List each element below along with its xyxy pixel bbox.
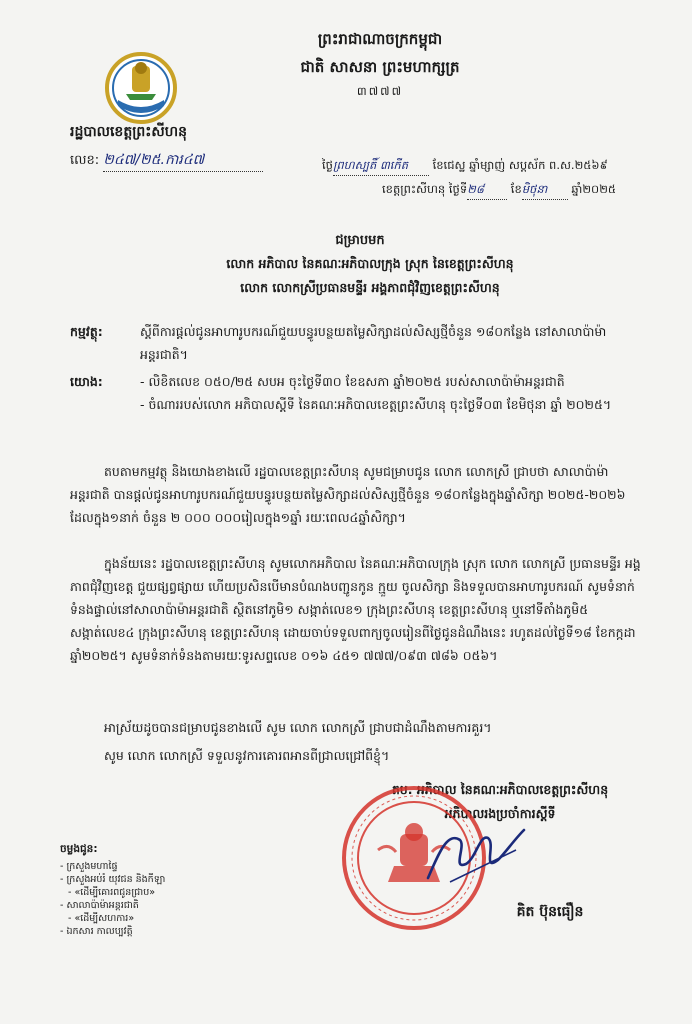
body-paragraph-3: អាស្រ័យដូចបានជម្រាបជូនខាងលើ សូម លោក លោកស្រី ជ្រាបជាដំណឹងតាមការគួរ។	[104, 720, 492, 735]
solar-date-day: ២៨	[467, 182, 507, 200]
national-motto: ជាតិ សាសនា ព្រះមហាក្សត្រ	[300, 58, 460, 76]
cc-item: - ក្រសួងអប់រំ យុវជន និងកីឡា	[60, 873, 200, 886]
solar-date-line	[382, 182, 672, 200]
subject-label: កម្មវត្ថុ:	[70, 324, 103, 339]
solar-date-month-label: ខែ	[510, 182, 522, 196]
reference-value: ២៤៧/២៥.ការ៤៧	[103, 150, 263, 172]
solar-date-month: មិថុនា	[522, 182, 568, 200]
header-ornament: ៣៧៧៧	[356, 84, 404, 98]
reference-item-2: - ចំណាររបស់លោក អភិបាលស្តីទី នៃគណៈអភិបាលខេត្តព្រះសីហនុ ចុះថ្ងៃទី០៣ ខែមិថុនា ឆ្នាំ ២០២៥។	[140, 397, 612, 412]
cc-item: - ឯកសារ កាលប្បវត្តិ	[60, 925, 200, 938]
solar-date-prefix: ខេត្តព្រះសីហនុ ថ្ងៃទី	[382, 182, 468, 196]
lunar-date-prefix: ថ្ងៃ	[322, 158, 333, 172]
sender-organization: រដ្ឋបាលខេត្តព្រះសីហនុ	[70, 124, 187, 140]
provincial-emblem-logo	[104, 50, 178, 128]
cc-item: - ក្រសួងមហាផ្ទៃ	[60, 860, 200, 873]
handwritten-signature	[420, 820, 530, 890]
reference-label: លេខ:	[70, 153, 100, 168]
lunar-date-value: ព្រហស្បតិ៍ ៣កើត	[333, 158, 429, 176]
recipients-line-1: លោក អភិបាល នៃគណៈអភិបាលក្រុង ស្រុក នៃខេត្តព្រះសីហនុ	[226, 256, 514, 271]
recipients-line-2: លោក លោកស្រីប្រធានមន្ទីរ អង្គភាពជុំវិញខេត្តព្រះសីហនុ	[240, 280, 500, 295]
recipients-title: ជម្រាបមក	[335, 233, 385, 248]
body-paragraph-1: តបតាមកម្មវត្ថុ និងយោងខាងលើ រដ្ឋបាលខេត្តព្រះសីហនុ សូមជម្រាបជូន លោក លោកស្រី ជ្រាបថា សាលាប៉ាម៉ាអន្តរជាតិ បានផ្តល់ជូនអាហារូបករណ៍ជួយបន្ធូរបន្ថយតម្លៃសិក្សាដល់សិស្សថ្មីចំនួន ១៨០កន្លែងក្នុងឆ្នាំសិក្សា ២០២៥-២០២៦ ដែលក្នុង១នាក់ ចំនួន ២ ០០០ ០០០រៀលក្នុង១ឆ្នាំ រយៈពេល៤ឆ្នាំសិក្សា។	[70, 464, 626, 525]
subject-text: ស្តីពីការផ្តល់ជូនអាហារូបករណ៍ជួយបន្ធូរបន្ថយតម្លៃសិក្សាដល់សិស្សថ្មីចំនួន ១៨០កន្លែង នៅសាលាប៉ាម៉ាអន្តរជាតិ។	[140, 324, 607, 362]
cc-item: - «ដើម្បីសហការ»	[60, 912, 200, 925]
cc-item: - សាលាប៉ាម៉ាអន្តរជាតិ	[60, 899, 200, 912]
reference-number	[70, 150, 263, 172]
signature-line-1: តប. អភិបាល នៃគណៈអភិបាលខេត្តព្រះសីហនុ	[391, 782, 609, 797]
body-paragraph-4: សូម លោក លោកស្រី ទទួលនូវការគោរពអានពីជ្រាលជ្រៅពីខ្ញុំ។	[104, 748, 390, 763]
solar-date-year: ឆ្នាំ២០២៥	[571, 182, 617, 196]
cc-item: - «ដើម្បីគោរពជូនជ្រាប»	[60, 886, 200, 899]
reference-section-label: យោង:	[70, 374, 103, 389]
kingdom-title: ព្រះរាជាណាចក្រកម្ពុជា	[317, 30, 443, 48]
lunar-date-suffix: ខែជេស្ឋ ឆ្នាំម្សាញ់ សប្តស័ក ព.ស.២៥៦៩	[432, 158, 608, 172]
body-paragraph-2: ក្នុងន័យនេះ រដ្ឋបាលខេត្តព្រះសីហនុ សូមលោកអភិបាល នៃគណៈអភិបាលក្រុង ស្រុក លោក លោកស្រី ប្រធានមន្ទីរ អង្គភាពជុំវិញខេត្ត ជួយផ្សព្វផ្សាយ ហើយប្រសិនបើមានបំណងបញ្ជូនកូន ក្មួយ ចូលសិក្សា និងទទួលបានអាហារូបករណ៍ សូមទំនាក់ទំនងផ្ទាល់នៅសាលាប៉ាម៉ាអន្តរជាតិ ស្ថិតនៅភូមិ១ សង្កាត់លេខ១ ក្រុងព្រះសីហនុ ខេត្តព្រះសីហនុ ឬនៅទីតាំងភូមិ៥ សង្កាត់លេខ៤ ក្រុងព្រះសីហនុ ខេត្តព្រះសីហនុ ដោយចាប់ទទួលពាក្យចូលរៀនពីថ្ងៃជូនដំណឹងនេះ រហូតដល់ថ្ងៃទី១៨ ខែកក្កដា ឆ្នាំ២០២៥។ សូមទំនាក់ទំនងតាមរយៈទូរសព្ទលេខ ០១៦ ៤៥១ ៧៧៧/០៩៣ ៧៨៦ ០៥៦។	[70, 556, 641, 663]
signature-line-2: អភិបាលរងប្រចាំការស្តីទី	[444, 806, 556, 821]
cc-title: ចម្លងជូន:	[60, 843, 98, 855]
signatory-name: គិត ប៊ុនធឿន	[516, 904, 584, 920]
reference-item-1: - លិខិតលេខ ០៥០/២៥ សបអ ចុះថ្ងៃទី៣០ ខែឧសភា ឆ្នាំ២០២៥ របស់សាលាប៉ាម៉ាអន្តរជាតិ	[140, 374, 565, 389]
lunar-date-line	[322, 158, 652, 176]
cc-list	[60, 860, 200, 938]
